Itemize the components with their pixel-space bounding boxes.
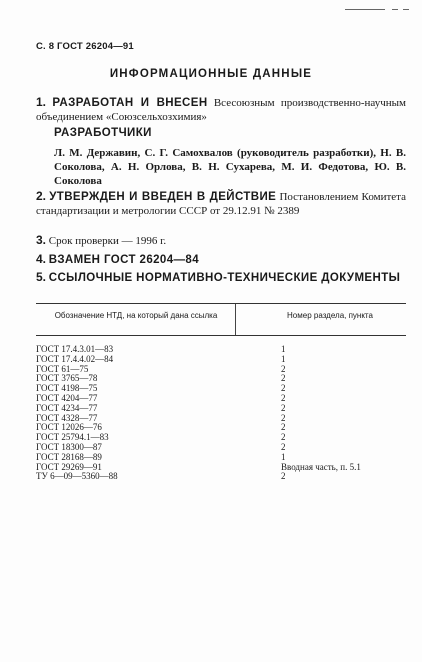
section-3	[36, 233, 406, 248]
table-top-rule	[36, 303, 406, 304]
table-row	[36, 355, 406, 365]
table-cell-ref: 1	[281, 353, 286, 364]
table-cell-doc: ГОСТ 17.4.4.02—84	[36, 353, 114, 364]
section-number: 2.	[36, 189, 47, 203]
table-cell-doc: ГОСТ 4198—75	[36, 383, 98, 394]
table-cell-doc: ГОСТ 18300—87	[36, 441, 102, 452]
table-cell-ref: 2	[281, 373, 286, 384]
section-2	[36, 189, 406, 218]
table-cell-ref: 2	[281, 392, 286, 403]
table-cell-ref: 2	[281, 422, 286, 433]
table-cell-doc: ТУ 6—09—5360—88	[36, 471, 118, 482]
table-cell-ref: 1	[281, 344, 286, 354]
section-heading: ВЗАМЕН ГОСТ 26204—84	[48, 254, 199, 266]
table-cell-doc: ГОСТ 4204—77	[36, 392, 98, 403]
table-cell-ref: 2	[281, 383, 286, 394]
table-cell-ref: 2	[281, 412, 286, 423]
table-row	[36, 472, 406, 482]
section-1	[36, 95, 406, 124]
developers-heading: РАЗРАБОТЧИКИ	[54, 127, 152, 139]
table-cell-doc: ГОСТ 25794.1—83	[36, 432, 109, 443]
section-heading: РАЗРАБОТАН И ВНЕСЕН	[52, 97, 208, 109]
page-title: ИНФОРМАЦИОННЫЕ ДАННЫЕ	[109, 68, 313, 80]
table-cell-ref: Вводная часть, п. 5.1	[281, 461, 361, 472]
table-header-rule	[36, 335, 406, 336]
scan-artifact	[403, 9, 409, 10]
table-cell-ref: 2	[281, 441, 286, 452]
section-number: 5.	[36, 270, 47, 284]
section-4	[36, 252, 406, 267]
table-cell-doc: ГОСТ 61—75	[36, 363, 89, 374]
table-cell-doc: ГОСТ 4234—77	[36, 402, 98, 413]
table-cell-ref: 2	[281, 471, 286, 482]
section-number: 4.	[36, 252, 47, 266]
table-cell-ref: 2	[281, 402, 286, 413]
table-cell-doc: ГОСТ 29269—91	[36, 461, 102, 472]
table-cell-doc: ГОСТ 3765—78	[36, 373, 98, 384]
section-heading: УТВЕРЖДЕН И ВВЕДЕН В ДЕЙСТВИЕ	[49, 191, 277, 203]
section-number: 3.	[36, 233, 47, 247]
table-cell-doc: ГОСТ 4328—77	[36, 412, 98, 423]
section-5	[36, 270, 406, 285]
section-text: Срок проверки — 1996 г.	[48, 235, 167, 247]
section-number: 1.	[36, 95, 47, 109]
table-cell-doc: ГОСТ 17.4.3.01—83	[36, 344, 114, 354]
table-header-ref: Номер раздела, пункта	[287, 311, 373, 320]
table-cell-doc: ГОСТ 12026—76	[36, 422, 102, 433]
table-cell-doc: ГОСТ 28168—89	[36, 451, 102, 462]
scan-artifact	[392, 9, 398, 10]
table-header-doc: Обозначение НТД, на который дана ссылка	[54, 311, 218, 320]
section-text: Постановлением Комитета стандартизации и метрологии СССР от 29.12.91 № 2389	[36, 191, 406, 217]
page-header: С. 8 ГОСТ 26204—91	[36, 41, 134, 52]
developers-list: Л. М. Державин, С. Г. Самохвалов (руководитель разработки), Н. В. Соколова, А. Н. Орлова, В. Н. Сухарева, М. И. Федотова, Ю. В. Соколова	[54, 147, 406, 187]
table-column-divider	[235, 304, 236, 335]
table-body	[36, 345, 406, 482]
section-heading: ССЫЛОЧНЫЕ НОРМАТИВНО-ТЕХНИЧЕСКИЕ ДОКУМЕНТЫ	[48, 272, 401, 284]
table-cell-ref: 2	[281, 363, 286, 374]
table-cell-ref: 2	[281, 432, 286, 443]
section-text: Всесоюзным производственно-научным объединением «Союзсельхозхимия»	[36, 97, 406, 123]
table-cell-ref: 1	[281, 451, 286, 462]
scan-artifact	[345, 9, 385, 10]
